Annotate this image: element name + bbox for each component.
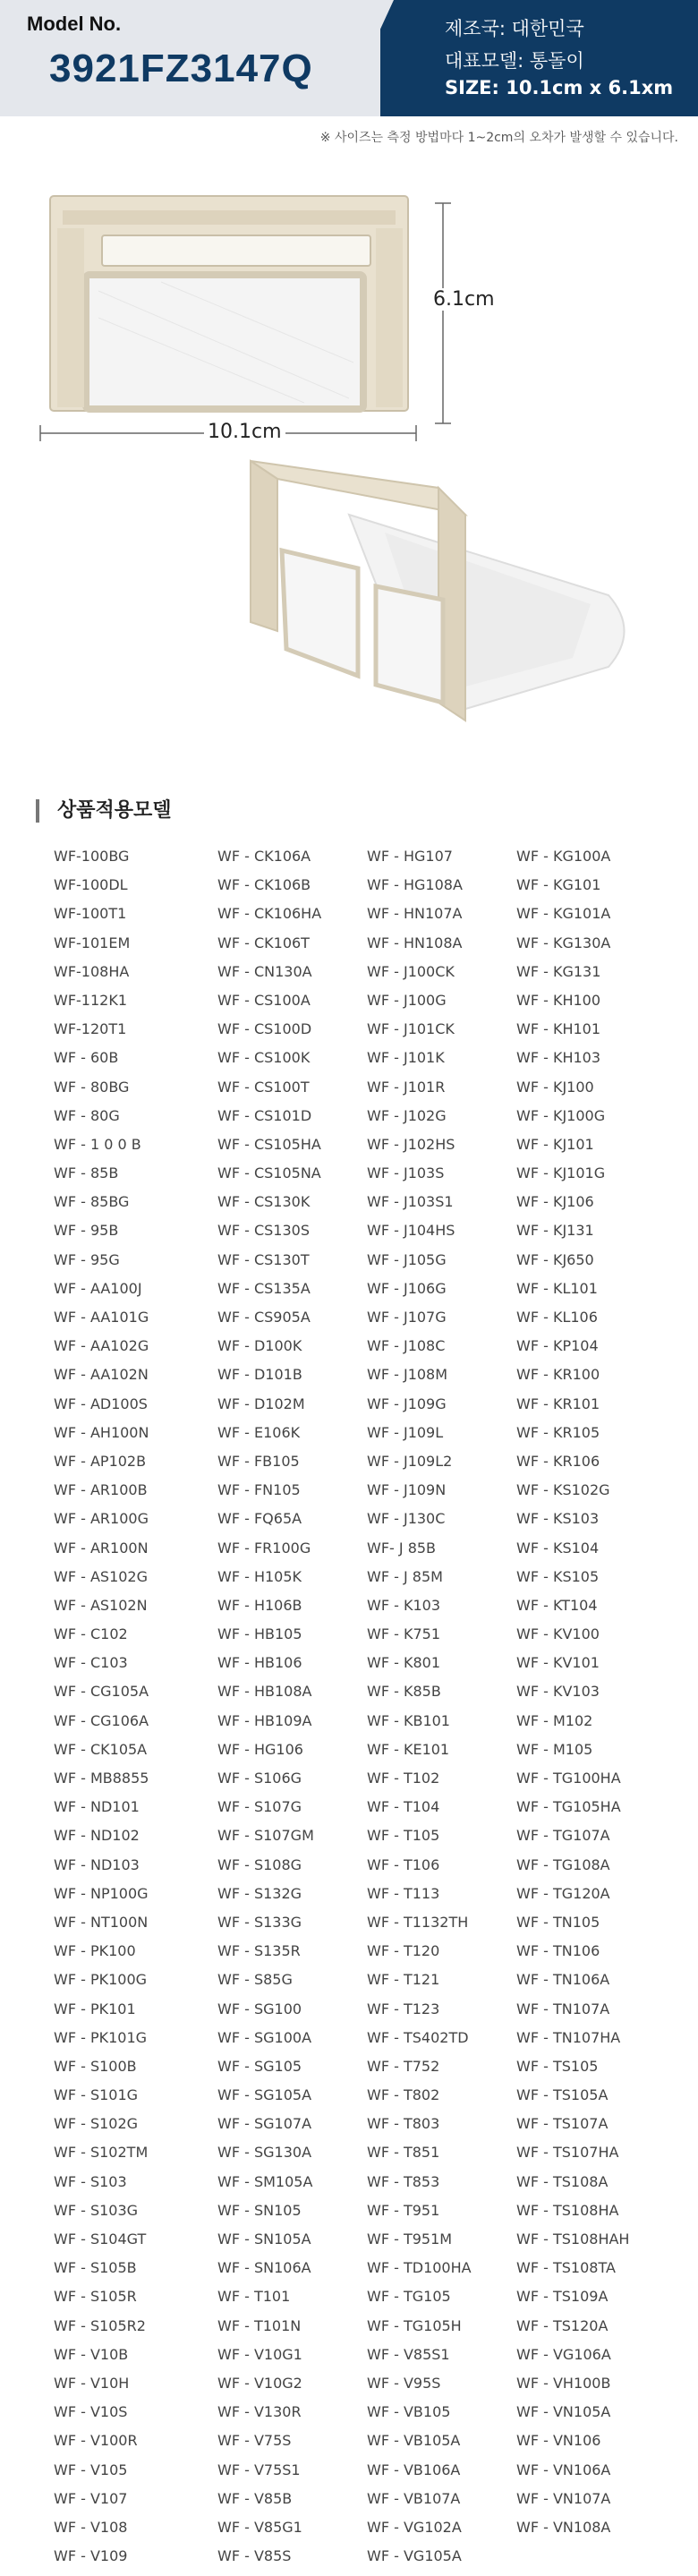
model-item: WF - AR100G (54, 1510, 149, 1528)
model-item: WF - KP104 (516, 1337, 599, 1355)
model-item: WF - KH101 (516, 1020, 601, 1038)
model-item: WF - J108M (367, 1366, 448, 1384)
model-item: WF - TS105A (516, 2086, 609, 2104)
model-item: WF - AS102N (54, 1596, 148, 1614)
model-item: WF - TG105HA (516, 1798, 621, 1816)
model-item: WF - SM105A (217, 2172, 313, 2190)
model-item: WF - TG107A (516, 1827, 610, 1845)
model-item: WF - J101K (367, 1049, 445, 1067)
model-item: WF - V10H (54, 2374, 130, 2392)
model-item: WF - AD100S (54, 1395, 148, 1412)
model-item: WF - S85G (217, 1971, 293, 1989)
model-item: WF - S108G (217, 1855, 302, 1873)
model-item: WF - SG105 (217, 2057, 302, 2075)
model-item: WF - KL101 (516, 1279, 598, 1297)
model-item: WF - TN106A (516, 1971, 610, 1989)
model-item: WF - V10G1 (217, 2345, 302, 2363)
model-item: WF - T803 (367, 2115, 440, 2133)
model-item: WF - SG130A (217, 2144, 312, 2162)
models-column-2 (217, 842, 321, 2571)
model-item: WF - S107GM (217, 1827, 314, 1845)
model-item: WF - T101N (217, 2316, 302, 2334)
model-item: WF - V10B (54, 2345, 129, 2363)
model-item: WF - KJ101 (516, 1135, 594, 1153)
model-item: WF - 1 0 0 B (54, 1135, 141, 1153)
origin-text: 제조국: 대한민국 (445, 18, 584, 39)
model-item: WF - VN105A (516, 2403, 611, 2421)
model-item: WF - T853 (367, 2172, 440, 2190)
representative-model-text: 대표모델: 통돌이 (445, 50, 584, 72)
model-item: WF - HB105 (217, 1625, 302, 1643)
model-item: WF - TG108A (516, 1855, 610, 1873)
size-tolerance-note: ※ 사이즈는 측정 방법마다 1~2cm의 오차가 발생할 수 있습니다. (319, 131, 678, 145)
model-item: WF - 95G (54, 1250, 120, 1268)
model-item: WF - 80BG (54, 1078, 130, 1096)
model-item: WF - ND103 (54, 1855, 140, 1873)
model-item: WF - T102 (367, 1770, 440, 1787)
model-item: WF - TN105 (516, 1913, 600, 1931)
model-item: WF - S105B (54, 2259, 137, 2277)
model-item: WF - S103G (54, 2201, 139, 2219)
model-item: WF - V130R (217, 2403, 302, 2421)
model-item: WF - V75S1 (217, 2461, 301, 2478)
model-item: WF - TS105 (516, 2057, 599, 2075)
model-item: WF - KJ101G (516, 1164, 606, 1182)
model-item: WF - FB105 (217, 1452, 300, 1470)
model-item: WF - T106 (367, 1855, 440, 1873)
model-item: WF - V85S (217, 2547, 292, 2565)
model-item: WF - KV101 (516, 1654, 600, 1672)
model-item: WF - KG101A (516, 905, 611, 923)
model-item: WF - HB106 (217, 1654, 302, 1672)
model-item: WF - CS100D (217, 1020, 312, 1038)
model-item: WF - M102 (516, 1711, 593, 1729)
model-item: WF - 80G (54, 1106, 120, 1124)
model-item: WF - AH100N (54, 1423, 149, 1441)
model-item: WF - CS101D (217, 1106, 312, 1124)
model-item: WF - AA100J (54, 1279, 142, 1297)
model-item: WF - C103 (54, 1654, 128, 1672)
model-item: WF-120T1 (54, 1020, 127, 1038)
width-dimension-label: 10.1cm (204, 421, 285, 443)
model-item: WF-112K1 (54, 991, 128, 1009)
model-item: WF - CK106T (217, 934, 310, 951)
model-item: WF - CS130K (217, 1193, 311, 1211)
model-item: WF-100T1 (54, 905, 127, 923)
model-item: WF - S102G (54, 2115, 139, 2133)
models-column-1 (54, 842, 149, 2571)
model-item: WF - NP100G (54, 1884, 149, 1902)
model-item: WF - J101CK (367, 1020, 455, 1038)
models-column-4 (516, 842, 629, 2542)
model-item: WF - KJ650 (516, 1250, 594, 1268)
model-item: WF - CK106B (217, 876, 311, 894)
model-item: WF - AA102N (54, 1366, 149, 1384)
model-item: WF - CS105NA (217, 1164, 321, 1182)
model-item: WF - T802 (367, 2086, 440, 2104)
model-item: WF - V109 (54, 2547, 128, 2565)
model-item: WF - J100G (367, 991, 447, 1009)
model-item: WF - V85B (217, 2489, 293, 2507)
model-item: WF - VH100B (516, 2374, 611, 2392)
model-item: WF - E106K (217, 1423, 301, 1441)
model-item: WF - J100CK (367, 962, 455, 980)
model-item: WF - AP102B (54, 1452, 147, 1470)
filter-front-image (36, 183, 456, 452)
model-item: WF - J103S1 (367, 1193, 454, 1211)
model-item: WF - M105 (516, 1740, 593, 1758)
filter-angled-image (233, 452, 653, 729)
model-item: WF - S135R (217, 1942, 301, 1960)
model-item: WF - CN130A (217, 962, 312, 980)
model-item: WF - V95S (367, 2374, 441, 2392)
model-item: WF - S104GT (54, 2231, 147, 2248)
model-item: WF-108HA (54, 962, 130, 980)
model-item: WF - HG107 (367, 848, 453, 865)
model-item: WF - S106G (217, 1770, 302, 1787)
model-item: WF - KR105 (516, 1423, 600, 1441)
model-item: WF - HB108A (217, 1683, 312, 1701)
model-item: WF - H106B (217, 1596, 302, 1614)
model-item: WF - TN107HA (516, 2028, 621, 2046)
model-item: WF - J102G (367, 1106, 447, 1124)
model-item: WF - KG101 (516, 876, 601, 894)
model-item: WF - VB105A (367, 2432, 461, 2450)
model-item: WF - TG105H (367, 2316, 462, 2334)
model-item: WF - S105R (54, 2288, 137, 2306)
model-item: WF - VG102A (367, 2518, 462, 2536)
model-item: WF - VN106 (516, 2432, 601, 2450)
model-item: WF - T104 (367, 1798, 440, 1816)
model-item: WF - D101B (217, 1366, 302, 1384)
model-item: WF - SG107A (217, 2115, 312, 2133)
model-item: WF - TG105 (367, 2288, 451, 2306)
model-item: WF - T113 (367, 1884, 440, 1902)
model-item: WF - TS109A (516, 2288, 609, 2306)
model-item: WF - TS108A (516, 2172, 609, 2190)
model-item: WF-101EM (54, 934, 131, 951)
model-item: WF - KL106 (516, 1309, 598, 1326)
model-item: WF - T851 (367, 2144, 440, 2162)
model-item: WF - SN105A (217, 2231, 311, 2248)
model-item: WF - S105R2 (54, 2316, 146, 2334)
model-item: WF - KT104 (516, 1596, 598, 1614)
model-item: WF - AA101G (54, 1309, 149, 1326)
model-item: WF - C102 (54, 1625, 128, 1643)
model-item: WF - S100B (54, 2057, 137, 2075)
model-item: WF - KH100 (516, 991, 601, 1009)
model-item: WF - K801 (367, 1654, 440, 1672)
model-item: WF - AR100N (54, 1539, 149, 1557)
model-item: WF - D102M (217, 1395, 305, 1412)
model-item: WF - T101 (217, 2288, 291, 2306)
model-item: WF - KG131 (516, 962, 601, 980)
model-item: WF - CG105A (54, 1683, 149, 1701)
model-item: WF - D100K (217, 1337, 302, 1355)
model-item: WF - T951M (367, 2231, 453, 2248)
model-item: WF - VG105A (367, 2547, 462, 2565)
model-item: WF - HG108A (367, 876, 463, 894)
models-column-3 (367, 842, 472, 2571)
model-item: WF - VN108A (516, 2518, 611, 2536)
model-item: WF - J109G (367, 1395, 447, 1412)
model-item: WF - K103 (367, 1596, 440, 1614)
model-item: WF-100BG (54, 848, 130, 865)
model-item: WF - V107 (54, 2489, 128, 2507)
model-item: WF - SG100 (217, 2000, 302, 2017)
model-item: WF - KS102G (516, 1481, 610, 1499)
model-item: WF - KG130A (516, 934, 611, 951)
model-item: WF- J 85B (367, 1539, 437, 1557)
model-item: WF - S133G (217, 1913, 302, 1931)
model-item: WF - 95B (54, 1222, 119, 1240)
model-item: WF - T120 (367, 1942, 440, 1960)
spec-header (0, 0, 698, 116)
model-item: WF - TS107HA (516, 2144, 619, 2162)
model-item: WF - TS108TA (516, 2259, 616, 2277)
model-item: WF - J109N (367, 1481, 447, 1499)
model-item: WF - S107G (217, 1798, 302, 1816)
model-item: WF - VB107A (367, 2489, 461, 2507)
model-label: Model No. (27, 13, 122, 35)
model-item: WF - K751 (367, 1625, 440, 1643)
model-item: WF - SN105 (217, 2201, 302, 2219)
model-item: WF - TS120A (516, 2316, 609, 2334)
model-item: WF - KS105 (516, 1567, 600, 1585)
model-item: WF - CS905A (217, 1309, 311, 1326)
model-item: WF - V75S (217, 2432, 292, 2450)
model-item: WF - TD100HA (367, 2259, 472, 2277)
model-item: WF - J102HS (367, 1135, 455, 1153)
model-item: WF - CS100A (217, 991, 311, 1009)
model-item: WF - SG100A (217, 2028, 312, 2046)
model-item: WF - HN107A (367, 905, 463, 923)
model-item: WF - J109L (367, 1423, 444, 1441)
model-item: WF - AS102G (54, 1567, 149, 1585)
model-item: WF - KR101 (516, 1395, 600, 1412)
model-item: WF - KR106 (516, 1452, 600, 1470)
model-item: WF-100DL (54, 876, 128, 894)
model-item: WF - TG100HA (516, 1770, 621, 1787)
model-item: WF - J103S (367, 1164, 445, 1182)
applicable-models-title: 상품적용모델 (36, 799, 172, 823)
model-item: WF - AR100B (54, 1481, 148, 1499)
model-item: WF - V85G1 (217, 2518, 302, 2536)
model-item: WF - KJ106 (516, 1193, 594, 1211)
model-item: WF - CS135A (217, 1279, 311, 1297)
model-item: WF - 85BG (54, 1193, 130, 1211)
model-item: WF - PK100G (54, 1971, 148, 1989)
model-item: WF - S102TM (54, 2144, 149, 2162)
model-item: WF - KG100A (516, 848, 611, 865)
model-item: WF - TG120A (516, 1884, 610, 1902)
model-item: WF - TS402TD (367, 2028, 469, 2046)
model-item: WF - SN106A (217, 2259, 311, 2277)
model-item: WF - K85B (367, 1683, 441, 1701)
model-item: WF - KH103 (516, 1049, 601, 1067)
model-item: WF - KV103 (516, 1683, 600, 1701)
model-item: WF - V105 (54, 2461, 128, 2478)
model-item: WF - CS130T (217, 1250, 310, 1268)
model-item: WF - J 85M (367, 1567, 443, 1585)
model-item: WF - FN105 (217, 1481, 301, 1499)
model-item: WF - CS100K (217, 1049, 311, 1067)
model-item: WF - VB106A (367, 2461, 461, 2478)
model-item: WF - KS103 (516, 1510, 600, 1528)
model-item: WF - V10S (54, 2403, 128, 2421)
model-item: WF - VG106A (516, 2345, 611, 2363)
model-item: WF - VB105 (367, 2403, 451, 2421)
model-item: WF - VN106A (516, 2461, 611, 2478)
model-item: WF - CS105HA (217, 1135, 321, 1153)
model-item: WF - T951 (367, 2201, 440, 2219)
model-item: WF - MB8855 (54, 1770, 149, 1787)
model-item: WF - CK105A (54, 1740, 148, 1758)
model-item: WF - CK106HA (217, 905, 322, 923)
model-item: WF - CS130S (217, 1222, 310, 1240)
model-item: WF - J106G (367, 1279, 447, 1297)
model-item: WF - KJ131 (516, 1222, 594, 1240)
model-item: WF - J101R (367, 1078, 446, 1096)
model-item: WF - V108 (54, 2518, 128, 2536)
model-item: WF - AA102G (54, 1337, 149, 1355)
model-item: WF - S101G (54, 2086, 139, 2104)
model-item: WF - VN107A (516, 2489, 611, 2507)
model-item: WF - KJ100G (516, 1106, 606, 1124)
model-item: WF - S132G (217, 1884, 302, 1902)
model-code: 3921FZ3147Q (49, 47, 313, 90)
model-item: WF - J109L2 (367, 1452, 453, 1470)
model-item: WF - J105G (367, 1250, 447, 1268)
model-item: WF - V85S1 (367, 2345, 450, 2363)
model-item: WF - H105K (217, 1567, 302, 1585)
model-item: WF - V100R (54, 2432, 138, 2450)
model-item: WF - V10G2 (217, 2374, 302, 2392)
header-divider (340, 0, 394, 116)
model-item: WF - TN106 (516, 1942, 600, 1960)
model-item: WF - CG106A (54, 1711, 149, 1729)
model-item: WF - ND102 (54, 1827, 140, 1845)
model-item: WF - NT100N (54, 1913, 149, 1931)
model-item: WF - SG105A (217, 2086, 312, 2104)
model-item: WF - 85B (54, 1164, 119, 1182)
model-item: WF - J107G (367, 1309, 447, 1326)
model-item: WF - FQ65A (217, 1510, 302, 1528)
model-item: WF - KR100 (516, 1366, 600, 1384)
model-item: WF - HG106 (217, 1740, 303, 1758)
model-item: WF - T752 (367, 2057, 440, 2075)
model-item: WF - T105 (367, 1827, 440, 1845)
model-item: WF - T121 (367, 1971, 440, 1989)
model-item: WF - TS108HA (516, 2201, 619, 2219)
model-item: WF - CK106A (217, 848, 311, 865)
model-item: WF - ND101 (54, 1798, 140, 1816)
model-item: WF - TN107A (516, 2000, 610, 2017)
model-item: WF - T1132TH (367, 1913, 469, 1931)
model-item: WF - HN108A (367, 934, 463, 951)
height-dimension-label: 6.1cm (430, 288, 498, 311)
model-item: WF - PK101G (54, 2028, 148, 2046)
model-item: WF - KE101 (367, 1740, 450, 1758)
model-item: WF - J104HS (367, 1222, 455, 1240)
model-item: WF - S103 (54, 2172, 127, 2190)
model-item: WF - KB101 (367, 1711, 450, 1729)
model-item: WF - KJ100 (516, 1078, 594, 1096)
model-item: WF - KV100 (516, 1625, 600, 1643)
size-text: SIZE: 10.1cm x 6.1xm (445, 77, 674, 98)
model-item: WF - FR100G (217, 1539, 311, 1557)
model-item: WF - T123 (367, 2000, 440, 2017)
model-item: WF - PK100 (54, 1942, 136, 1960)
model-item: WF - TS108HAH (516, 2231, 630, 2248)
model-item: WF - KS104 (516, 1539, 600, 1557)
model-item: WF - PK101 (54, 2000, 136, 2017)
model-item: WF - J130C (367, 1510, 446, 1528)
model-item: WF - J108C (367, 1337, 446, 1355)
model-item: WF - TS107A (516, 2115, 609, 2133)
model-item: WF - HB109A (217, 1711, 312, 1729)
model-item: WF - 60B (54, 1049, 119, 1067)
model-item: WF - CS100T (217, 1078, 310, 1096)
